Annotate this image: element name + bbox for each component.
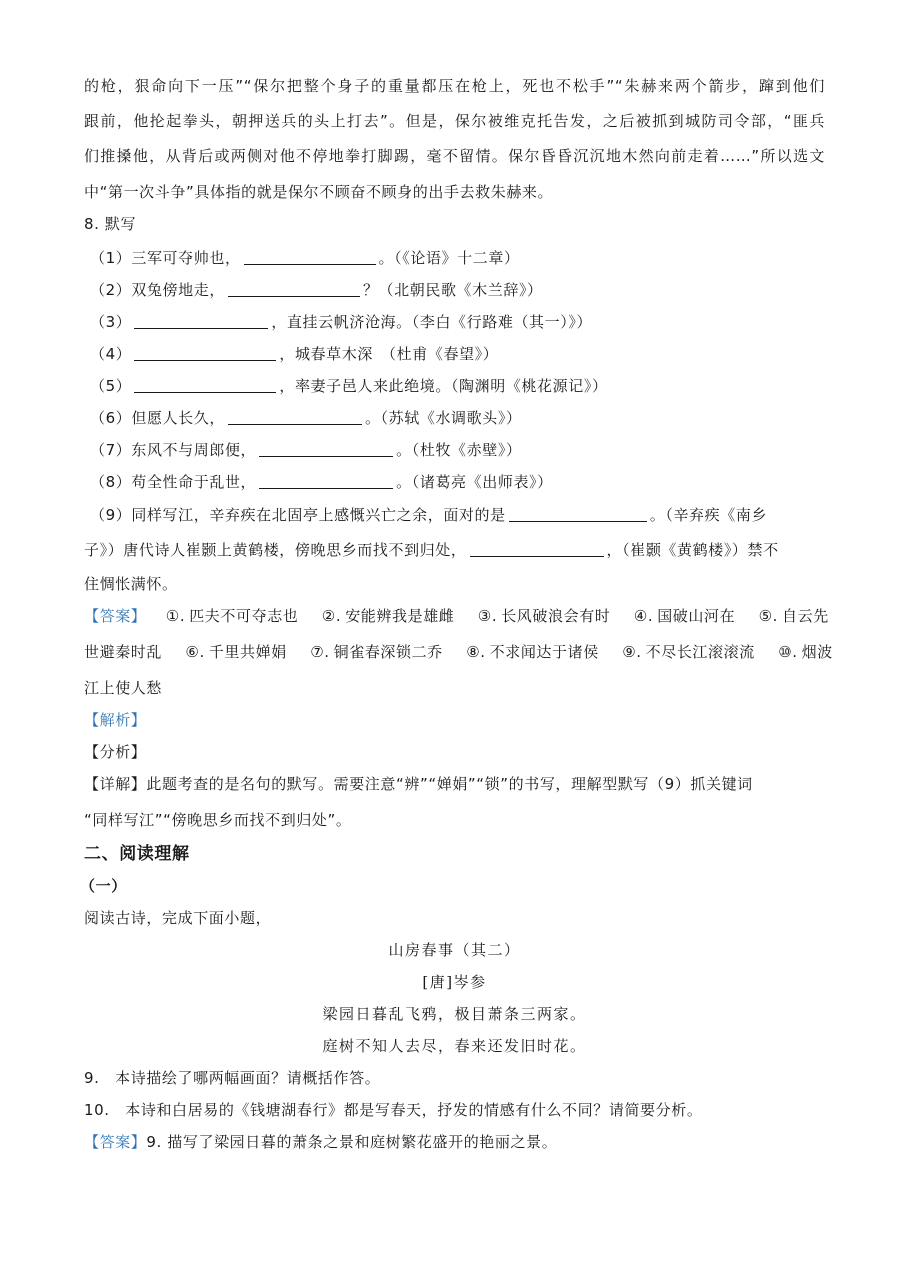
intro-line-3: 们推搡他，从背后或两侧对他不停地拳打脚踢，毫不留情。保尔昏昏沉沉地木然向前走着……”所以选文 — [84, 147, 825, 165]
answer-blank[interactable] — [509, 505, 647, 522]
q8-item-4 — [90, 342, 825, 366]
answer-item: ③. 长风破浪会有时 — [477, 607, 611, 625]
item-prefix: 苟全性命于乱世， — [131, 473, 257, 491]
q8-item-8 — [90, 470, 825, 494]
answer-item: ⑧. 不求闻达于诸侯 — [466, 643, 599, 661]
answer-tag: 【答案】 — [84, 1133, 147, 1151]
q8-item-7 — [90, 438, 825, 462]
answer-blank[interactable] — [228, 280, 360, 297]
question-10: 10. 本诗和白居易的《钱塘湖春行》都是写春天，抒发的情感有什么不同？请简要分析。 — [84, 1101, 703, 1119]
intro-line-1: 的枪，狠命向下一压”“保尔把整个身子的重量都压在枪上，死也不松手”“朱赫来两个箭步，蹿到他们 — [84, 77, 825, 95]
answer-9-line — [84, 1130, 825, 1154]
answer-blank[interactable] — [134, 312, 268, 329]
item-number: （2） — [90, 281, 132, 299]
q8-item-9-line-2 — [84, 538, 825, 562]
q8-item-2 — [90, 278, 825, 302]
detail-line-2: “同样写江”“傍晚思乡而找不到归处”。 — [84, 811, 352, 829]
item-number: （3） — [90, 313, 132, 331]
poem-line-1: 梁园日暮乱飞鸦，极目萧条三两家。 — [322, 1005, 587, 1023]
section-heading: 二、阅读理解 — [84, 844, 190, 864]
poem-author: [唐]岑参 — [422, 973, 487, 991]
item-prefix: 但愿人长久， — [131, 409, 225, 427]
item-prefix: 三军可夺帅也， — [131, 249, 241, 267]
answer-blank[interactable] — [259, 472, 393, 489]
item-suffix: 。（杜牧《赤壁》） — [396, 441, 522, 459]
answer-blank[interactable] — [134, 376, 276, 393]
poem-title: 山房春事（其二） — [388, 941, 521, 959]
item-suffix: ，（崔颢《黄鹤楼》）禁不 — [606, 541, 779, 559]
answer-line-3: 江上使人愁 — [84, 679, 163, 697]
item-suffix: ？（北朝民歌《木兰辞》） — [362, 281, 543, 299]
answer-item: ⑨. 不尽长江滚滚流 — [622, 643, 755, 661]
reading-instruction: 阅读古诗，完成下面小题， — [84, 909, 272, 927]
item-prefix: 东风不与周郎便， — [131, 441, 257, 459]
answer-blank[interactable] — [228, 408, 362, 425]
answer-item: ⑤. 自云先 — [758, 607, 829, 625]
item-number: （8） — [90, 473, 132, 491]
q8-item-1 — [90, 246, 825, 270]
answer-blank[interactable] — [470, 540, 604, 557]
item-number: （6） — [90, 409, 132, 427]
intro-line-2: 跟前，他抡起拳头，朝押送兵的头上打去”。但是，保尔被维克托告发，之后被抓到城防司令部，“匪兵 — [84, 112, 825, 130]
item-suffix: 。（诸葛亮《出师表》） — [396, 473, 553, 491]
q8-item-6 — [90, 406, 825, 430]
answer-item: ②. 安能辨我是雄雌 — [321, 607, 455, 625]
item-prefix: （9）同样写江，辛弃疾在北固亭上感慨兴亡之余，面对的是 — [90, 506, 506, 524]
detail-line-1 — [84, 772, 825, 796]
item-number: （1） — [90, 249, 132, 267]
poem-line-2: 庭树不知人去尽，春来还发旧时花。 — [322, 1037, 587, 1055]
answer-tag: 【答案】 — [84, 607, 147, 625]
item-prefix: 子》）唐代诗人崔颢上黄鹤楼，傍晚思乡而找不到归处， — [84, 541, 467, 559]
item-suffix: 。（《论语》十二章） — [378, 249, 520, 267]
answer-line-1 — [84, 604, 829, 628]
analysis-tag: 【解析】 — [84, 711, 147, 729]
answer-item: ⑩. 烟波 — [778, 643, 833, 661]
item-suffix: ，直挂云帆济沧海。（李白《行路难（其一）》） — [271, 313, 593, 331]
item-suffix: ，率妻子邑人来此绝境。（陶渊明《桃花源记》） — [279, 377, 608, 395]
detail-tag: 【详解】 — [84, 775, 147, 793]
item-suffix: ，城春草木深 （杜甫《春望》） — [279, 345, 499, 363]
item-number: （4） — [90, 345, 132, 363]
q8-title: 8. 默写 — [84, 215, 137, 233]
intro-line-4: 中“第一次斗争”具体指的就是保尔不顾奋不顾身的出手去救朱赫来。 — [84, 183, 554, 201]
fenxi-tag: 【分析】 — [84, 743, 147, 761]
item-number: （7） — [90, 441, 132, 459]
item-suffix: 。（苏轼《水调歌头》） — [364, 409, 522, 427]
detail-text: 此题考查的是名句的默写。需要注意“辨”“婵娟”“锁”的书写，理解型默写（9）抓关键词 — [146, 775, 753, 793]
answer-item: ⑥. 千里共婵娟 — [185, 643, 287, 661]
answer-item: ①. 匹夫不可夺志也 — [165, 607, 299, 625]
q8-item-9-line-3: 住惆怅满怀。 — [84, 575, 178, 593]
answer-line-2 — [84, 640, 833, 664]
q8-item-3 — [90, 310, 825, 334]
section-subheading: （一） — [80, 877, 127, 895]
answer-item: 世避秦时乱 — [84, 643, 163, 661]
q8-item-5 — [90, 374, 825, 398]
item-number: （5） — [90, 377, 132, 395]
item-prefix: 双兔傍地走， — [131, 281, 225, 299]
answer-item: ④. 国破山河在 — [633, 607, 736, 625]
answer-blank[interactable] — [134, 344, 276, 361]
answer-blank[interactable] — [259, 440, 393, 457]
question-9: 9. 本诗描绘了哪两幅画面？请概括作答。 — [84, 1069, 381, 1087]
item-suffix: 。（辛弃疾《南乡 — [649, 506, 768, 524]
answer-9-text: 9. 描写了梁园日暮的萧条之景和庭树繁花盛开的艳丽之景。 — [146, 1133, 558, 1151]
q8-item-9-line-1 — [90, 503, 825, 527]
answer-item: ⑦. 铜雀春深锁二乔 — [310, 643, 443, 661]
answer-blank[interactable] — [244, 248, 376, 265]
